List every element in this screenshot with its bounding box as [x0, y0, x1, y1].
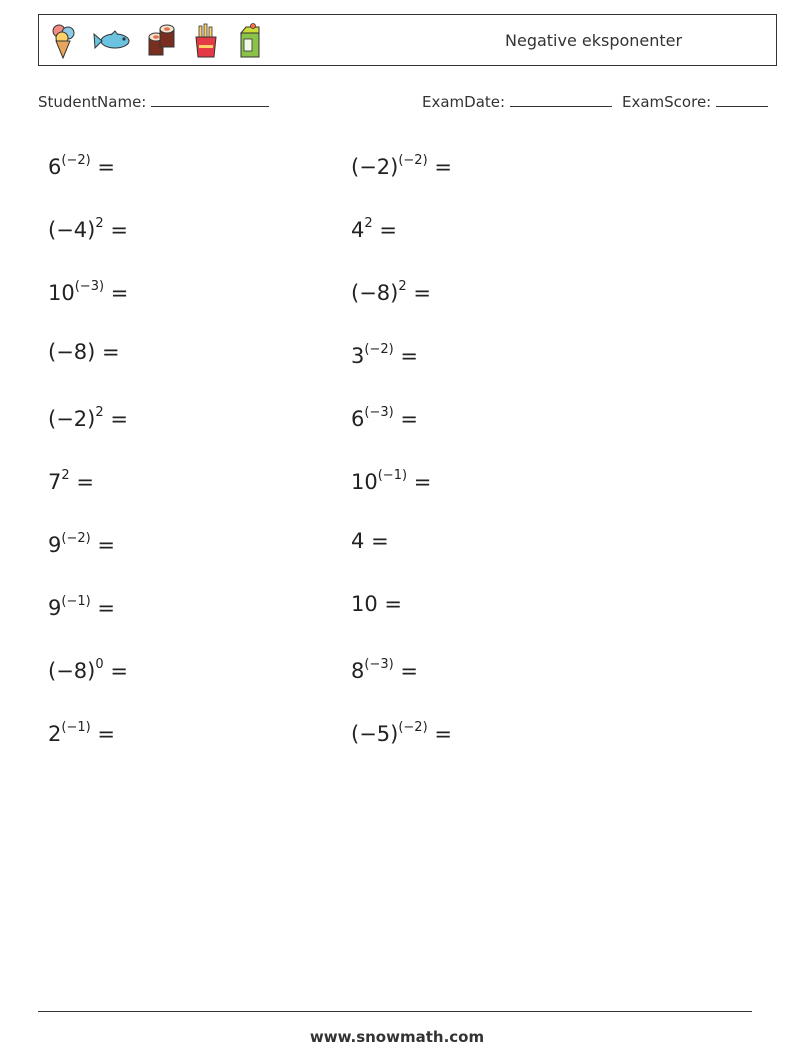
equals-sign: =: [384, 592, 403, 616]
problem-exponent: (−2): [61, 153, 91, 168]
problem-exponent: (−2): [61, 531, 91, 546]
problem-base: (−2): [48, 407, 96, 431]
problem-item: [351, 589, 402, 619]
problem-base: 9: [48, 596, 62, 620]
problem-item: [351, 337, 418, 367]
equals-sign: =: [434, 155, 452, 179]
problem-exponent: (−2): [398, 153, 428, 168]
footer-url: www.snowmath.com: [309, 1028, 485, 1046]
problem-item: [48, 274, 128, 304]
problem-exponent: 2: [364, 216, 373, 231]
equals-sign: =: [434, 722, 452, 746]
equals-sign: =: [379, 218, 397, 242]
problem-item: [351, 400, 418, 430]
equals-sign: =: [76, 470, 94, 494]
problem-base: 9: [48, 533, 62, 557]
problem-base: (−8): [48, 659, 96, 683]
header-icons: [49, 23, 265, 59]
equals-sign: =: [110, 218, 128, 242]
exam-date-field: [422, 92, 612, 111]
problem-item: [48, 400, 128, 430]
problem-base: 6: [48, 155, 62, 179]
problem-base: 6: [351, 407, 365, 431]
problem-base: 10: [48, 281, 75, 305]
problem-exponent: 2: [61, 468, 70, 483]
exam-score-blank[interactable]: [716, 92, 768, 107]
exam-date-label: ExamDate:: [422, 93, 506, 111]
problem-exponent: (−2): [364, 342, 394, 357]
problem-base: 2: [48, 722, 62, 746]
equals-sign: =: [97, 596, 115, 620]
problem-exponent: 2: [95, 405, 104, 420]
problem-base: (−4): [48, 218, 96, 242]
problem-exponent: 2: [95, 216, 104, 231]
student-name-field: [38, 92, 269, 111]
french-fries-icon: [191, 23, 221, 59]
equals-sign: =: [110, 281, 129, 305]
problem-item: [351, 526, 389, 556]
equals-sign: =: [400, 344, 418, 368]
student-name-blank[interactable]: [151, 92, 269, 107]
equals-sign: =: [97, 155, 115, 179]
problem-exponent: (−1): [377, 468, 408, 483]
problem-item: [48, 652, 128, 682]
problem-item: [48, 211, 128, 241]
problem-item: [351, 652, 418, 682]
equals-sign: =: [102, 340, 120, 364]
problem-base: (−8): [48, 340, 96, 364]
problem-item: [351, 211, 397, 241]
problem-base: (−8): [351, 281, 399, 305]
problem-item: [48, 148, 115, 178]
problem-base: 8: [351, 659, 365, 683]
equals-sign: =: [110, 407, 128, 431]
juice-box-icon: [235, 23, 265, 59]
problem-base: 4: [351, 529, 365, 553]
problem-base: 10: [351, 592, 378, 616]
problem-base: (−2): [351, 155, 399, 179]
problem-base: (−5): [351, 722, 399, 746]
problem-item: [48, 589, 115, 619]
problem-item: [351, 463, 431, 493]
fish-icon: [93, 23, 133, 59]
problem-item: [48, 526, 115, 556]
problem-item: [351, 148, 452, 178]
equals-sign: =: [413, 281, 431, 305]
problem-base: 7: [48, 470, 62, 494]
equals-sign: =: [413, 470, 432, 494]
ice-cream-icon: [49, 23, 79, 59]
problem-exponent: (−1): [61, 594, 91, 609]
problem-item: [351, 274, 431, 304]
problem-exponent: (−3): [364, 657, 394, 672]
problem-item: [48, 463, 94, 493]
problem-exponent: (−3): [74, 279, 105, 294]
equals-sign: =: [400, 407, 418, 431]
equals-sign: =: [110, 659, 128, 683]
problem-item: [48, 715, 115, 745]
problem-base: 3: [351, 344, 365, 368]
exam-score-label: ExamScore:: [622, 93, 712, 111]
problem-base: 10: [351, 470, 378, 494]
problem-exponent: 0: [95, 657, 104, 672]
problem-item: [48, 337, 120, 367]
worksheet-title: Negative eksponenter: [505, 31, 683, 50]
problem-exponent: (−1): [61, 720, 91, 735]
equals-sign: =: [97, 533, 115, 557]
problem-base: 4: [351, 218, 365, 242]
exam-score-field: [622, 92, 768, 111]
problem-exponent: (−2): [398, 720, 428, 735]
equals-sign: =: [371, 529, 389, 553]
equals-sign: =: [97, 722, 115, 746]
problem-item: [351, 715, 452, 745]
problem-exponent: (−3): [364, 405, 394, 420]
footer-divider: [38, 1011, 752, 1012]
exam-date-blank[interactable]: [510, 92, 612, 107]
problem-exponent: 2: [398, 279, 407, 294]
sushi-roll-icon: [147, 23, 177, 59]
equals-sign: =: [400, 659, 418, 683]
student-name-label: StudentName:: [38, 93, 147, 111]
worksheet-header: [38, 14, 777, 66]
